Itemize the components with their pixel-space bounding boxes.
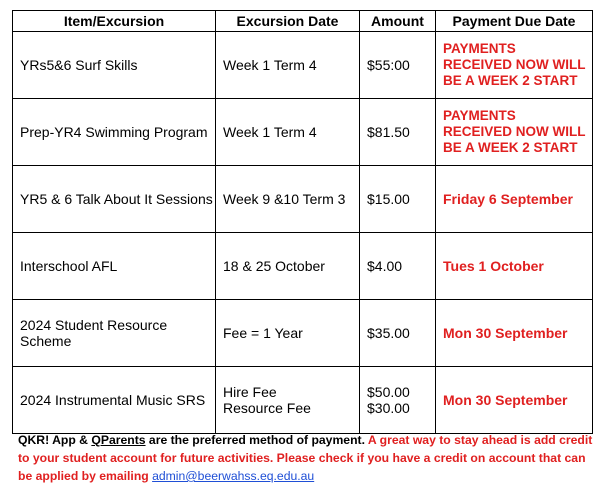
note-qparents: QParents bbox=[91, 433, 146, 447]
table-row bbox=[13, 32, 593, 99]
date-cell bbox=[216, 367, 360, 434]
due-line: RECEIVED NOW WILL bbox=[443, 124, 586, 139]
header-item: Item/Excursion bbox=[13, 11, 216, 32]
amount-cell: $4.00 bbox=[360, 233, 436, 300]
due-cell: Mon 30 September bbox=[436, 300, 593, 367]
amount-line: $50.00 bbox=[367, 384, 410, 400]
payment-table bbox=[12, 10, 593, 434]
amount-cell: $35.00 bbox=[360, 300, 436, 367]
item-cell: 2024 Instrumental Music SRS bbox=[13, 367, 216, 434]
table-row bbox=[13, 233, 593, 300]
item-cell: Prep-YR4 Swimming Program bbox=[13, 99, 216, 166]
payment-note bbox=[18, 431, 594, 485]
due-cell: Friday 6 September bbox=[436, 166, 593, 233]
amount-cell: $15.00 bbox=[360, 166, 436, 233]
header-amount: Amount bbox=[360, 11, 436, 32]
date-cell: Week 1 Term 4 bbox=[216, 32, 360, 99]
item-cell: YR5 & 6 Talk About It Sessions bbox=[13, 166, 216, 233]
item-cell: Interschool AFL bbox=[13, 233, 216, 300]
table-header-row bbox=[13, 11, 593, 32]
due-cell bbox=[436, 99, 593, 166]
due-line: BE A WEEK 2 START bbox=[443, 140, 578, 155]
email-link[interactable]: admin@beerwahss.eq.edu.au bbox=[152, 469, 315, 483]
table-row bbox=[13, 367, 593, 434]
amount-cell: $55:00 bbox=[360, 32, 436, 99]
date-cell: Fee = 1 Year bbox=[216, 300, 360, 367]
item-cell: YRs5&6 Surf Skills bbox=[13, 32, 216, 99]
due-cell: Tues 1 October bbox=[436, 233, 593, 300]
date-line: Resource Fee bbox=[223, 400, 311, 416]
due-line: RECEIVED NOW WILL bbox=[443, 57, 586, 72]
header-due: Payment Due Date bbox=[436, 11, 593, 32]
date-cell: 18 & 25 October bbox=[216, 233, 360, 300]
date-cell: Week 1 Term 4 bbox=[216, 99, 360, 166]
amount-line: $30.00 bbox=[367, 400, 410, 416]
table-row bbox=[13, 300, 593, 367]
note-qkr: QKR! App & bbox=[18, 433, 92, 447]
amount-cell: $81.50 bbox=[360, 99, 436, 166]
date-line: Hire Fee bbox=[223, 384, 277, 400]
header-date: Excursion Date bbox=[216, 11, 360, 32]
amount-cell bbox=[360, 367, 436, 434]
due-cell: Mon 30 September bbox=[436, 367, 593, 434]
note-credit-advice: A great way to stay ahead is add credit to your student account for future activities. Please check if you have a credit on account that can be applied by emailing bbox=[18, 433, 593, 483]
due-line: PAYMENTS bbox=[443, 41, 516, 56]
note-preferred: are the preferred method of payment. bbox=[145, 433, 368, 447]
table-row bbox=[13, 166, 593, 233]
date-cell: Week 9 &10 Term 3 bbox=[216, 166, 360, 233]
due-line: PAYMENTS bbox=[443, 108, 516, 123]
due-line: BE A WEEK 2 START bbox=[443, 73, 578, 88]
item-cell: 2024 Student Resource Scheme bbox=[13, 300, 216, 367]
due-cell bbox=[436, 32, 593, 99]
table-row bbox=[13, 99, 593, 166]
